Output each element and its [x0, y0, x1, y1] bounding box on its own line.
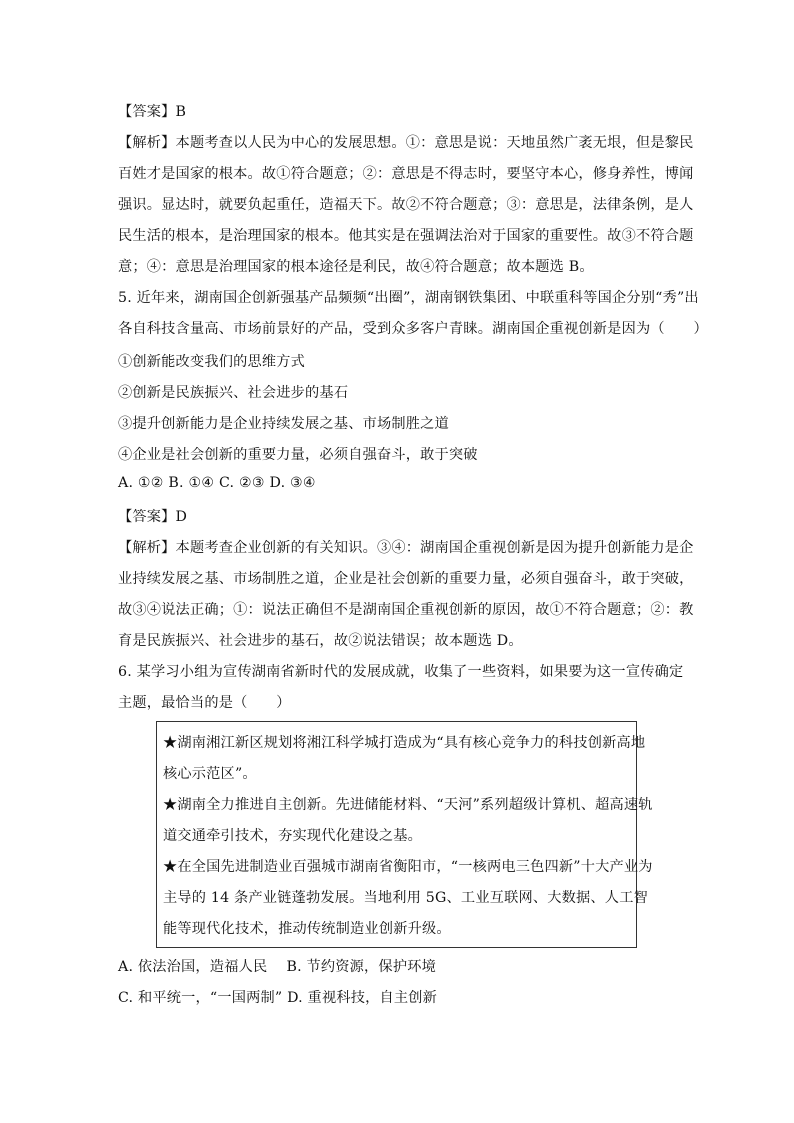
q5-item: ③提升创新能力是企业持续发展之基、市场制胜之道 [118, 416, 449, 432]
q5-stem-line: 各自科技含量高、市场前景好的产品，受到众多客户青睐。湖南国企重视创新是因为（ ） [118, 321, 708, 337]
q6-material-line: 道交通牵引技术，夯实现代化建设之基。 [163, 828, 422, 844]
q6-stem-line: 主题，最恰当的是（ ） [118, 695, 291, 711]
q6-options-line: C. 和平统一，“一国两制” D. 重视科技，自主创新 [118, 990, 438, 1006]
q4-answer: 【答案】B [118, 104, 187, 120]
q6-options-line: A. 依法治国，造福人民 B. 节约资源，保护环境 [118, 959, 436, 975]
q5-item: ①创新能改变我们的思维方式 [118, 354, 306, 370]
q5-analysis-line: 育是民族振兴、社会进步的基石，故②说法错误；故本题选 D。 [118, 633, 523, 649]
q4-analysis-line: 意；④：意思是治理国家的根本途径是利民，故④符合题意；故本题选 B。 [118, 259, 594, 275]
q6-material-line: 核心示范区”。 [163, 766, 257, 782]
q4-analysis-line: 百姓才是国家的根本。故①符合题意；②：意思是不得志时，要坚守本心，修身养性，博闻 [118, 166, 694, 182]
q5-answer: 【答案】D [118, 509, 188, 525]
q6-material-line: 主导的 14 条产业链蓬勃发展。当地利用 5G、工业互联网、大数据、人工智 [163, 890, 648, 906]
q4-analysis-line: 【解析】本题考查以人民为中心的发展思想。①：意思是说：天地虽然广袤无垠，但是黎民 [118, 135, 694, 151]
q5-analysis-line: 故③④说法正确；①：说法正确但不是湖南国企重视创新的原因，故①不符合题意；②：教 [118, 602, 694, 618]
q5-options: A. ①② B. ①④ C. ②③ D. ③④ [118, 475, 316, 491]
q5-item: ②创新是民族振兴、社会进步的基石 [118, 385, 349, 401]
q4-analysis-line: 强识。显达时，就要负起重任，造福天下。故②不符合题意；③：意思是，法律条例，是人 [118, 197, 694, 213]
q6-material-line: ★湖南湘江新区规划将湘江科学城打造成为“具有核心竞争力的科技创新高地 [163, 735, 646, 751]
q5-analysis-line: 【解析】本题考查企业创新的有关知识。③④：湖南国企重视创新是因为提升创新能力是企 [118, 540, 694, 556]
q5-item: ④企业是社会创新的重要力量，必须自强奋斗，敢于突破 [118, 447, 478, 463]
q5-stem-line: 5. 近年来，湖南国企创新强基产品频频“出圈”，湖南钢铁集团、中联重科等国企分别“秀”出 [118, 290, 699, 306]
q6-material-line: ★湖南全力推进自主创新。先进储能材料、“天河”系列超级计算机、超高速轨 [163, 797, 653, 813]
q6-stem-line: 6. 某学习小组为宣传湖南省新时代的发展成就，收集了一些资料，如果要为这一宣传确定 [118, 664, 684, 680]
q6-material-line: 能等现代化技术，推动传统制造业创新升级。 [163, 921, 451, 937]
q6-material-line: ★在全国先进制造业百强城市湖南省衡阳市，“一核两电三色四新”十大产业为 [163, 859, 653, 875]
q4-analysis-line: 民生活的根本，是治理国家的根本。他其实是在强调法治对于国家的重要性。故③不符合题 [118, 228, 694, 244]
q5-analysis-line: 业持续发展之基、市场制胜之道，企业是社会创新的重要力量，必须自强奋斗，敢于突破， [118, 571, 694, 587]
